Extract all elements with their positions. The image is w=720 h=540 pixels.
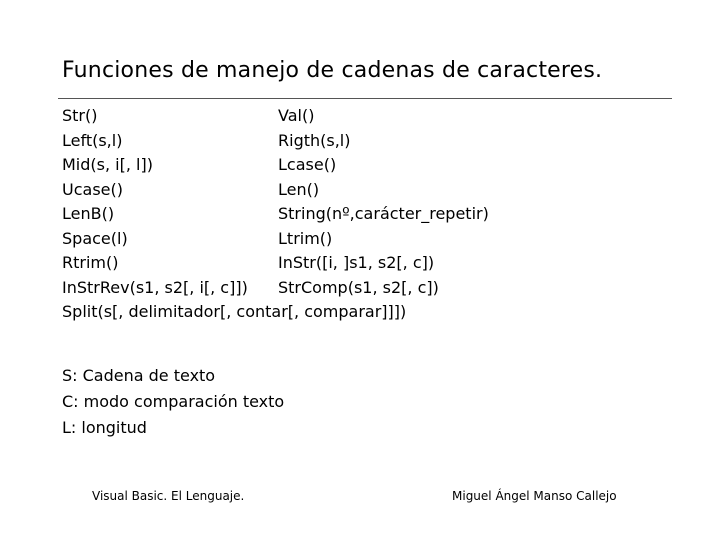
function-left: Left(s,l) (62, 130, 123, 150)
function-right: Len() (278, 179, 320, 199)
function-right: String(nº,carácter_repetir) (278, 204, 489, 223)
function-right: StrComp(s1, s2[, c]) (278, 277, 439, 297)
function-right: Lcase() (278, 155, 337, 174)
function-left: Split(s[, delimitador[, contar[, comparar]]]) (62, 302, 407, 321)
function-left: Space(l) (62, 228, 128, 248)
footer-author: Miguel Ángel Manso Callejo (452, 489, 617, 503)
slide-title: Funciones de manejo de cadenas de caracteres. (62, 58, 603, 83)
legend-item: L: longitud (62, 418, 147, 437)
function-left: Str() (62, 106, 98, 125)
legend-item: S: Cadena de texto (62, 366, 216, 385)
legend (62, 363, 284, 441)
title-divider (58, 98, 672, 99)
function-left: Ucase() (62, 179, 123, 199)
function-right: Rigth(s,l) (278, 130, 351, 150)
function-right: InStr([i, ]s1, s2[, c]) (278, 253, 435, 272)
legend-item: C: modo comparación texto (62, 392, 285, 411)
function-left: Rtrim() (62, 253, 119, 272)
function-left: LenB() (62, 204, 115, 223)
footer-course: Visual Basic. El Lenguaje. (92, 489, 245, 503)
function-left: Mid(s, i[, l]) (62, 155, 153, 174)
function-left: InStrRev(s1, s2[, i[, c]]) (62, 277, 248, 297)
function-right: Ltrim() (278, 228, 333, 248)
function-right: Val() (278, 106, 315, 125)
